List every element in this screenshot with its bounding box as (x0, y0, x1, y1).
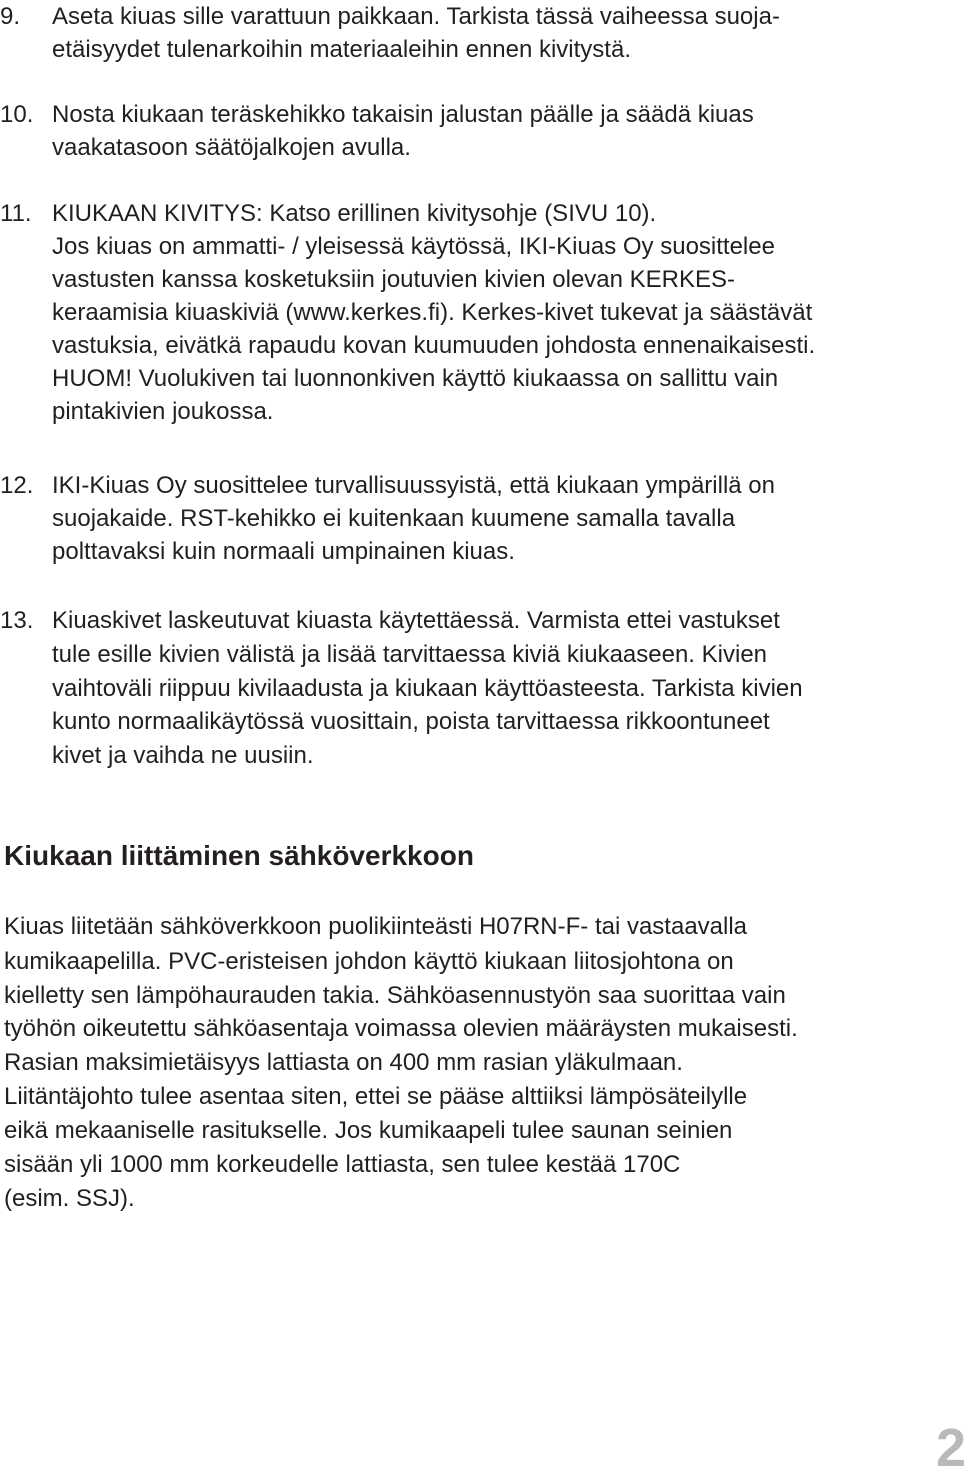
item-text-line: vastusten kanssa kosketuksiin joutuvien kivien olevan KERKES- (52, 266, 736, 293)
item-text-line: suojakaide. RST-kehikko ei kuitenkaan kuumene samalla tavalla (52, 505, 736, 532)
item-text-line: Kiuaskivet laskeutuvat kiuasta käytettäessä. Varmista ettei vastukset (52, 607, 780, 634)
item-text-line: KIUKAAN KIVITYS: Katso erillinen kivitysohje (SIVU 10). (52, 200, 657, 227)
item-number: 12. (0, 472, 34, 499)
item-text-line: etäisyydet tulenarkoihin materiaaleihin ennen kivitystä. (52, 36, 631, 63)
item-text-line: Aseta kiuas sille varattuun paikkaan. Tarkista tässä vaiheessa suoja- (52, 3, 780, 30)
paragraph-line: kielletty sen lämpöhaurauden takia. Sähköasennustyön saa suorittaa vain (4, 982, 786, 1009)
item-text-line: pintakivien joukossa. (52, 398, 274, 425)
section-heading: Kiukaan liittäminen sähköverkkoon (4, 840, 474, 871)
item-text-line: keraamisia kiuaskiviä (www.kerkes.fi). Kerkes-kivet tukevat ja säästävät (52, 299, 813, 326)
item-number: 9. (0, 3, 21, 30)
item-text-line: polttavaksi kuin normaali umpinainen kiuas. (52, 538, 515, 565)
item-text-line: Nosta kiukaan teräskehikko takaisin jalustan päälle ja säädä kiuas (52, 101, 754, 128)
paragraph-line: eikä mekaaniselle rasitukselle. Jos kumikaapeli tulee saunan seinien (4, 1117, 733, 1144)
paragraph-line: sisään yli 1000 mm korkeudelle lattiasta, sen tulee kestää 170C (4, 1151, 681, 1178)
item-text-line: HUOM! Vuolukiven tai luonnonkiven käyttö kiukaassa on sallittu vain (52, 365, 779, 392)
item-text-line: Jos kiuas on ammatti- / yleisessä käytössä, IKI-Kiuas Oy suosittelee (52, 233, 775, 260)
item-text-line: IKI-Kiuas Oy suosittelee turvallisuussyistä, että kiukaan ympärillä on (52, 472, 775, 499)
item-text-line: kunto normaalikäytössä vuosittain, poista tarvittaessa rikkoontuneet (52, 708, 770, 735)
paragraph-line: Liitäntäjohto tulee asentaa siten, ettei se pääse alttiiksi lämpösäteilylle (4, 1083, 748, 1110)
paragraph-line: (esim. SSJ). (4, 1185, 135, 1212)
item-number: 11. (0, 200, 32, 227)
item-number: 13. (0, 607, 34, 634)
paragraph-line: Kiuas liitetään sähköverkkoon puolikiinteästi H07RN-F- tai vastaavalla (4, 913, 748, 940)
page-number: 2 (936, 1418, 966, 1478)
item-text-line: tule esille kivien välistä ja lisää tarvittaessa kiviä kiukaaseen. Kivien (52, 641, 768, 668)
paragraph-line: kumikaapelilla. PVC-eristeisen johdon käyttö kiukaan liitosjohtona on (4, 948, 734, 975)
item-text-line: vaihtoväli riippuu kivilaadusta ja kiukaan käyttöasteesta. Tarkista kivien (52, 675, 803, 702)
item-number: 10. (0, 101, 34, 128)
paragraph-line: työhön oikeutettu sähköasentaja voimassa olevien määräysten mukaisesti. (4, 1015, 798, 1042)
item-text-line: vaakatasoon säätöjalkojen avulla. (52, 134, 411, 161)
item-text-line: vastuksia, eivätkä rapaudu kovan kuumuuden johdosta ennenaikaisesti. (52, 332, 816, 359)
paragraph-line: Rasian maksimietäisyys lattiasta on 400 mm rasian yläkulmaan. (4, 1049, 683, 1076)
item-text-line: kivet ja vaihda ne uusiin. (52, 742, 314, 769)
